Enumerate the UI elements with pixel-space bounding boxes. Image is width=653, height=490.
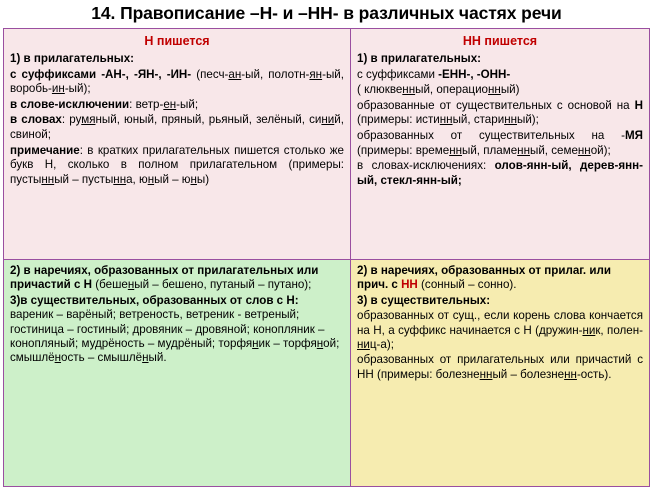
cell-header-nn: НН пишется bbox=[462, 34, 538, 48]
text-line: 2) в наречиях, образованных от прилаг. или прич. с НН (сонный – сонно). bbox=[357, 264, 611, 292]
text-line: с суффиксами -АН-, -ЯН-, -ИН- (песч-ан-ый, полотн-ян-ый, воробь-ин-ый); bbox=[10, 67, 344, 96]
text-line: образованных от сущ., если корень слова кончается на Н, а суффикс начинается с Н (дружин-ник, полен-ниц-а); bbox=[357, 309, 643, 352]
text-line: в слове-исключении: ветр-ен-ый; bbox=[10, 97, 199, 111]
page-title: 14. Правописание –Н- и –НН- в различных частях речи bbox=[91, 3, 562, 23]
text-line: в словах-исключениях: олов-янн-ый, дерев-янн-ый, стекл-янн-ый; bbox=[357, 159, 643, 187]
table-cell-n-adverbs-nouns bbox=[3, 259, 351, 487]
text-line: 3) в существительных: bbox=[357, 293, 491, 307]
table-cell-n-rules bbox=[3, 28, 351, 260]
table-cell-nn-rules bbox=[350, 28, 650, 260]
text-line: ( клюквенный, операционный) bbox=[357, 83, 520, 97]
text-line: с суффиксами -ЕНН-, -ОНН- bbox=[357, 67, 511, 81]
text-line: примечание: в кратких прилагательных пишется столько же букв Н, сколько в полном прилагательном (примеры: пустынный – пустынна, юный – юны) bbox=[10, 143, 344, 186]
text-line: образованных от существительных на -МЯ (примеры: вреᴍенный, плаᴍенный, семенной); bbox=[357, 128, 643, 157]
text-line: 3)в существительных, образованных от слов с Н: вареник – варёный; ветреность, ветреник - ветреный; гостиница – гостиный; дровяник – дровяной; конопляник – конопляный; мудрёность – мудрёный; торфяник – торфяной; смышлёность – смышлёный. bbox=[10, 293, 340, 365]
text-line: образованных от прилагательных или причастий с НН (примеры: болезненный – болезненн-ость). bbox=[357, 353, 643, 381]
text-line: в словах: румяный, юный, пряный, рьяный, зелёный, синий, свиной; bbox=[10, 113, 344, 141]
text-line: 2) в наречиях, образованных от прилагательных или причастий с Н (бешеный – бешено, путаный – путано); bbox=[10, 264, 319, 292]
rules-table bbox=[3, 28, 650, 487]
table-cell-nn-adverbs-nouns bbox=[350, 259, 650, 487]
text-line: образованные от существительных с основой на Н (примеры: истинный, старинный); bbox=[357, 98, 643, 127]
text-line: 1) в прилагательных: bbox=[357, 52, 482, 65]
cell-header-n: Н пишется bbox=[144, 34, 210, 48]
text-line: 1) в прилагательных: bbox=[10, 52, 135, 65]
